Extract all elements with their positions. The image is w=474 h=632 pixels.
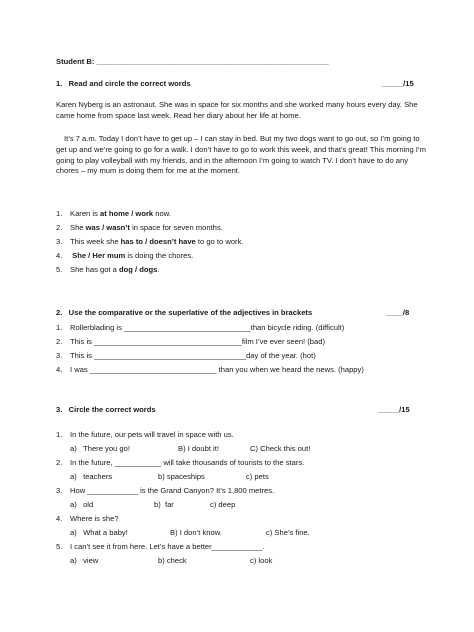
- option-a[interactable]: a) There you go!: [70, 444, 130, 453]
- option-c[interactable]: c) She’s fine.: [266, 528, 310, 537]
- option-a[interactable]: a) teachers: [70, 472, 113, 481]
- section2-item[interactable]: 1. Rollerblading is ______________________________than bicycle riding. (difficult): [56, 323, 345, 332]
- option-c[interactable]: c) pets: [246, 472, 269, 481]
- option-b[interactable]: b) far: [154, 500, 174, 509]
- choice[interactable]: dog / dogs: [118, 265, 158, 274]
- option-b[interactable]: B) I doubt it!: [178, 444, 219, 453]
- option-a[interactable]: a) What a baby!: [70, 528, 128, 537]
- option-b[interactable]: b) spaceships: [158, 472, 205, 481]
- option-b[interactable]: b) check: [158, 556, 187, 565]
- option-a[interactable]: a) old: [70, 500, 94, 509]
- section3-question: 2. In the future, ___________ will take thousands of tourists to the stars.: [56, 458, 305, 467]
- section1-item: 3. This week she has to / doesn’t have to go to work.: [56, 237, 244, 246]
- section1-diary: It’s 7 a.m. Today I don’t have to get up – I can stay in bed. But my two dogs want to go out, so I’m going to get up and we’re going to go for a walk. I don’t have to go to work this week, and that’s great! This morning I’m going to play volleyball with my friends, and in the afternoon I’m going to watch TV. I don’t have to do any chores – my mum is doing them for me at the moment.: [56, 134, 426, 176]
- section3-question: 4. Where is she?: [56, 514, 119, 523]
- choice[interactable]: has to / doesn’t have: [120, 237, 196, 246]
- section1-item: 1. Karen is at home / work now.: [56, 209, 171, 218]
- option-c[interactable]: c) look: [250, 556, 273, 565]
- student-name-line: Student B: _______________________________________________________: [56, 57, 329, 66]
- section2-score: ____/8: [386, 308, 410, 317]
- section1-item: 4. She / Her mum is doing the chores.: [56, 251, 194, 260]
- section1-item: 2. She was / wasn’t in space for seven months.: [56, 223, 223, 232]
- section3-question: 1. In the future, our pets will travel in space with us.: [56, 430, 234, 439]
- choice[interactable]: at home / work: [99, 209, 154, 218]
- section3-question: 5. I can’t see it from here. Let’s have a better____________.: [56, 542, 265, 551]
- section2-item[interactable]: 4. I was ______________________________ than you when we heard the news. (happy): [56, 365, 364, 374]
- option-c[interactable]: c) deep: [210, 500, 236, 509]
- section1-score: _____/15: [382, 79, 414, 88]
- section3-score: _____/15: [378, 405, 410, 414]
- option-a[interactable]: a) view: [70, 556, 99, 565]
- section1-item: 5. She has got a dog / dogs.: [56, 265, 160, 274]
- option-c[interactable]: C) Check this out!: [250, 444, 311, 453]
- section2-item[interactable]: 3. This is ____________________________________day of the year. (hot): [56, 351, 316, 360]
- choice[interactable]: She / Her mum: [72, 251, 126, 260]
- section1-title: 1. Read and circle the correct words: [56, 79, 191, 88]
- section3-question: 3. How ____________ is the Grand Canyon? It’s 1,800 metres.: [56, 486, 275, 495]
- section3-title: 3. Circle the correct words: [56, 405, 156, 414]
- option-b[interactable]: B) I don’t know.: [170, 528, 222, 537]
- choice[interactable]: was / wasn’t: [85, 223, 130, 232]
- section1-intro: Karen Nyberg is an astronaut. She was in space for six months and she worked many hours every day. She came home from space last week. Read her diary about her life at home.: [56, 100, 418, 120]
- section2-title: 2. Use the comparative or the superlative of the adjectives in brackets: [56, 308, 313, 317]
- section2-item[interactable]: 2. This is ___________________________________film I’ve ever seen! (bad): [56, 337, 326, 346]
